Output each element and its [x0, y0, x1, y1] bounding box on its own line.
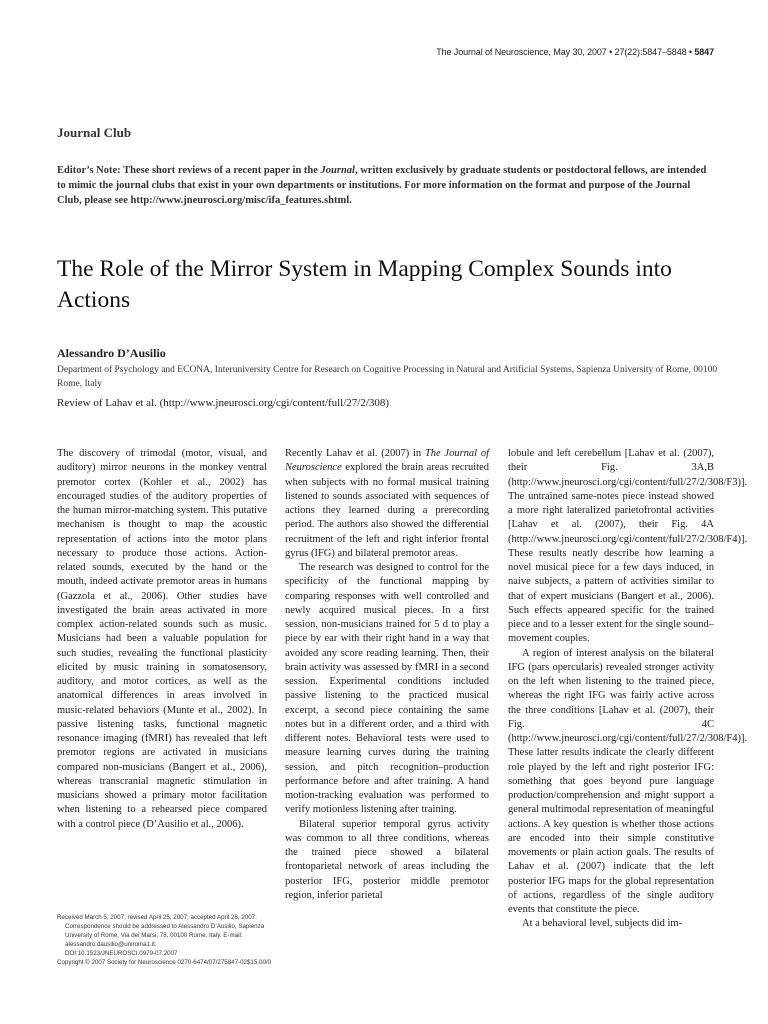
body-column-3	[508, 447, 748, 932]
paragraph: The research was designed to control for the specificity of the functional mapping by comparing responses with well controlled and newly acquired musical pieces. In a first session, non-musicians trained for 5 d to play a piece by ear with their right hand in a way that avoided any score reading learning. Then, their brain activity was assessed by fMRI in a second session. Experimental conditions included passive listening to the practiced musical excerpt, a second piece containing the same notes but in a different order, and a third with different notes. Behavioral tests were used to measure learning curves during the training session, and pitch recognition–production performance before and after training. A hand motion-tracking evaluation was performed to verify motionless listening after training.	[285, 562, 489, 816]
running-head-citation: The Journal of Neuroscience, May 30, 2007 • 27(22):5847–5848 •	[436, 47, 692, 57]
paragraph-text: Recently Lahav et al. (2007) in	[285, 448, 425, 459]
editors-note-prefix: Editor’s Note: These short reviews of a recent paper in the	[57, 165, 321, 176]
author-affiliation: Department of Psychology and ECONA, Interuniversity Centre for Research on Cognitive Processing in Natural and Artificial Systems, Sapienza University of Rome, 00100 Rome, Italy	[57, 365, 718, 389]
paragraph: lobule and left cerebellum [Lahav et al. (2007), their Fig. 3A,B (http://www.jneurosci.org/cgi/content/full/27/2/308/F3)]. The untrained same-notes piece instead showed a more right lateralized parietofrontal activities [Lahav et al. (2007), their Fig. 4A (http://www.jneurosci.org/cgi/content/full/27/2/308/F4)]. These results neatly describe how learning a novel musical piece for a few days induced, in naive subjects, a pattern of activities similar to that of expert musicians (Bangert et al., 2006). Such effects appeared specific for the trained piece and to a lesser extent for the single sound–movement couples.	[508, 448, 748, 645]
paragraph: A region of interest analysis on the bilateral IFG (pars opercularis) revealed stronger activity on the left when listening to the trained piece, whereas the right IFG was fairly active across the three conditions [Lahav et al. (2007), their Fig. 4C (http://www.jneurosci.org/cgi/content/full/27/2/308/F4)]. These latter results indicate the clearly different role played by the left and right posterior IFG: something that goes beyond pure language production/comprehension and might support a general multimodal representation of meaningful actions. A key question is whether those actions are encoded into their simple constitutive movements or plain action goals. The results of Lahav et al. (2007) indicate that the left posterior IFG maps for the global representation of actions, regardless of the single auditory events that constitute the piece.	[508, 647, 748, 915]
article-author: Alessandro D’Ausilio	[57, 346, 166, 360]
page-number: 5847	[694, 47, 714, 57]
paragraph: Bilateral superior temporal gyrus activity was common to all three conditions, whereas the trained piece showed a bilateral frontoparietal network of areas including the posterior IFG, posterior middle premotor region, inferior parietal	[285, 818, 489, 901]
editors-note	[57, 163, 717, 208]
paragraph: At a behavioral level, subjects did im-	[522, 918, 683, 930]
paragraph	[285, 447, 489, 561]
paragraph-text: explored the brain areas recruited when subjects with no formal musical training listened to sounds associated with sequences of actions they learned during a prerecording period. The authors also showed the differential recruitment of the left and right inferior frontal gyrus (IFG) and bilateral premotor areas.	[285, 462, 489, 559]
article-title: The Role of the Mirror System in Mapping Complex Sounds into Actions	[57, 256, 672, 313]
section-label: Journal Club	[57, 125, 132, 140]
editors-note-rest: , written exclusively by graduate students or postdoctoral fellows, are intended to mimic the journal clubs that exist in your own departments or institutions. For more information on the format and purpose of the Journal Club, please see http://www.jneurosci.org/misc/ifa_features.shtml.	[57, 165, 707, 206]
body-column-1	[57, 447, 267, 832]
editors-note-journal: Journal	[320, 165, 355, 176]
journal-name: The Journal of Neuroscience	[285, 448, 489, 474]
received-dates: Received March 5, 2007; revised April 25, 2007; accepted April 26, 2007.	[57, 914, 257, 921]
article-footnote	[57, 914, 272, 967]
paragraph: The discovery of trimodal (motor, visual, and auditory) mirror neurons in the monkey ventral premotor cortex (Kohler et al., 2002) has encouraged studies of the auditory properties of the human mirror-matching system. This putative mechanism is thought to map the acoustic representation of actions into the motor plans necessary to produce those actions. Action-related sounds, executed by the hand or the mouth, indeed activate premotor areas in humans (Gazzola et al., 2006). Other studies have investigated the brain areas activated in more complex action-related sounds such as music. Musicians had been a valuable population for such studies, revealing the functional plasticity elicited by music training in somatosensory, auditory, and motor cortices, as well as the anatomical differences in areas involved in music-related behaviors (Munte et al., 2002). In passive listening tasks, functional magnetic resonance imaging (fMRI) has revealed that left premotor regions are activated in musicians compared non-musicians (Bangert et al., 2006), whereas transcranial magnetic stimulation in musicians showed a primary motor facilitation when listening to a rehearsed piece compared with a control piece (D’Ausilio et al., 2006).	[57, 448, 267, 830]
doi: DOI:10.1523/JNEUROSCI.0979-07.2007	[65, 949, 178, 957]
copyright-line: Copyright © 2007 Society for Neuroscience 0270-6474/07/275847-02$15.00/0	[57, 958, 272, 966]
body-column-2	[285, 447, 489, 903]
running-head	[436, 47, 714, 57]
review-reference: Review of Lahav et al. (http://www.jneurosci.org/cgi/content/full/27/2/308)	[57, 397, 390, 409]
correspondence-note: Correspondence should be addressed to Alessandro D’Ausilio, Sapienza University of Rome, Via dei Marsi, 78, 00100 Rome, Italy. E-mail: alessandro.dausilio@uniroma1.it.	[65, 922, 265, 948]
